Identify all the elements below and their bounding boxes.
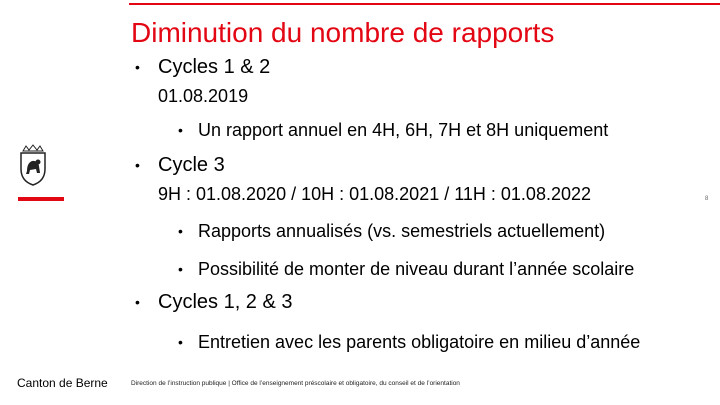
footer-org: Canton de Berne [17, 376, 108, 390]
slide-title: Diminution du nombre de rapports [131, 17, 555, 48]
page-number: 8 [705, 196, 709, 202]
bullet-icon: • [135, 157, 140, 173]
item-cycle-3-dates: 9H : 01.08.2020 / 10H : 01.08.2021 / 11H : 01.08.2022 [158, 184, 591, 204]
item-cycles-1-2-date: 01.08.2019 [158, 86, 249, 106]
bullet-icon: • [178, 334, 183, 350]
bullet-icon: • [178, 122, 183, 138]
top-accent-line [129, 3, 720, 5]
bullet-icon: • [135, 294, 140, 310]
item-cycle-3-sub2: Possibilité de monter de niveau durant l’année scolaire [198, 259, 635, 279]
item-cycles-1-2: Cycles 1 & 2 [158, 56, 271, 78]
bullet-icon: • [178, 261, 183, 277]
bern-coat-of-arms-icon [18, 143, 48, 187]
item-cycles-1-2-3-sub1: Entretien avec les parents obligatoire en milieu d’année [198, 332, 641, 352]
logo-accent-bar [18, 197, 64, 201]
item-cycles-1-2-3: Cycles 1, 2 & 3 [158, 291, 293, 313]
bullet-icon: • [135, 59, 140, 75]
item-cycle-3-sub1: Rapports annualisés (vs. semestriels actuellement) [198, 221, 606, 241]
item-cycles-1-2-sub1: Un rapport annuel en 4H, 6H, 7H et 8H uniquement [198, 120, 609, 140]
item-cycle-3: Cycle 3 [158, 154, 225, 176]
bullet-icon: • [178, 223, 183, 239]
footer-department: Direction de l’instruction publique | Office de l’enseignement préscolaire et obligatoire, du conseil et de l’orientation [131, 380, 460, 387]
